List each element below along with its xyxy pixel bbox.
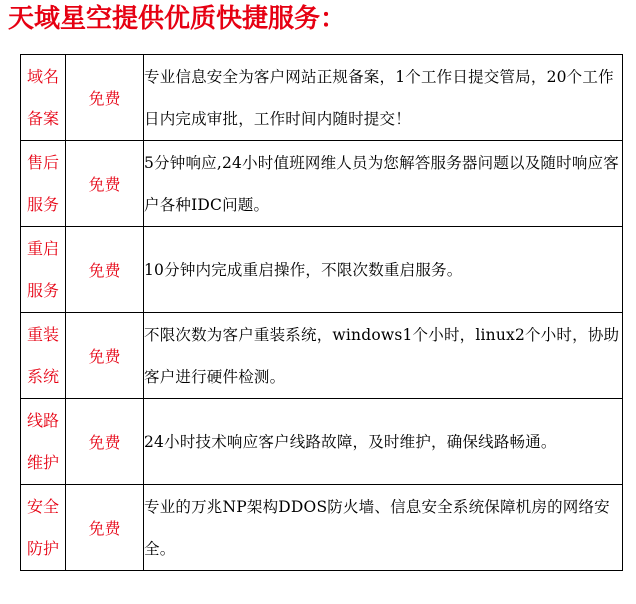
- service-name-line1: 域名: [26, 66, 59, 86]
- service-name-line2: 维护: [26, 452, 59, 472]
- service-description: 专业信息安全为客户网站正规备案，1个工作日提交管局，20个工作日内完成审批，工作时间内随时提交！: [144, 55, 623, 141]
- table-row: [21, 313, 623, 399]
- service-name-line2: 系统: [26, 366, 59, 386]
- service-price: 免费: [66, 313, 144, 399]
- service-name-line1: 安全: [26, 496, 59, 516]
- service-description: 不限次数为客户重装系统，windows1个小时，linux2个小时，协助客户进行硬件检测。: [144, 313, 623, 399]
- service-price: 免费: [66, 55, 144, 141]
- service-price: 免费: [66, 399, 144, 485]
- service-description: 5分钟响应,24小时值班网维人员为您解答服务器问题以及随时响应客户各种IDC问题。: [144, 141, 623, 227]
- service-name-cell: [21, 141, 66, 227]
- page-title: 天域星空提供优质快捷服务：: [8, 4, 347, 34]
- service-name-line1: 售后: [26, 152, 59, 172]
- table-row: [21, 399, 623, 485]
- service-name-line2: 服务: [26, 280, 59, 300]
- table-row: [21, 141, 623, 227]
- service-name-cell: [21, 55, 66, 141]
- service-name-cell: [21, 313, 66, 399]
- service-name-line1: 重装: [26, 324, 59, 344]
- service-price: 免费: [66, 485, 144, 571]
- services-table: [20, 54, 623, 571]
- service-name-line2: 服务: [26, 194, 59, 214]
- table-row: [21, 55, 623, 141]
- service-price: 免费: [66, 141, 144, 227]
- service-price: 免费: [66, 227, 144, 313]
- service-description: 10分钟内完成重启操作，不限次数重启服务。: [144, 227, 623, 313]
- service-name-line1: 线路: [26, 410, 59, 430]
- service-name-line1: 重启: [26, 238, 59, 258]
- table-row: [21, 485, 623, 571]
- service-description: 24小时技术响应客户线路故障，及时维护，确保线路畅通。: [144, 399, 623, 485]
- service-name-cell: [21, 485, 66, 571]
- service-name-cell: [21, 399, 66, 485]
- service-name-line2: 防护: [26, 538, 59, 558]
- table-row: [21, 227, 623, 313]
- service-name-cell: [21, 227, 66, 313]
- service-name-line2: 备案: [26, 108, 59, 128]
- service-description: 专业的万兆NP架构DDOS防火墙、信息安全系统保障机房的网络安全。: [144, 485, 623, 571]
